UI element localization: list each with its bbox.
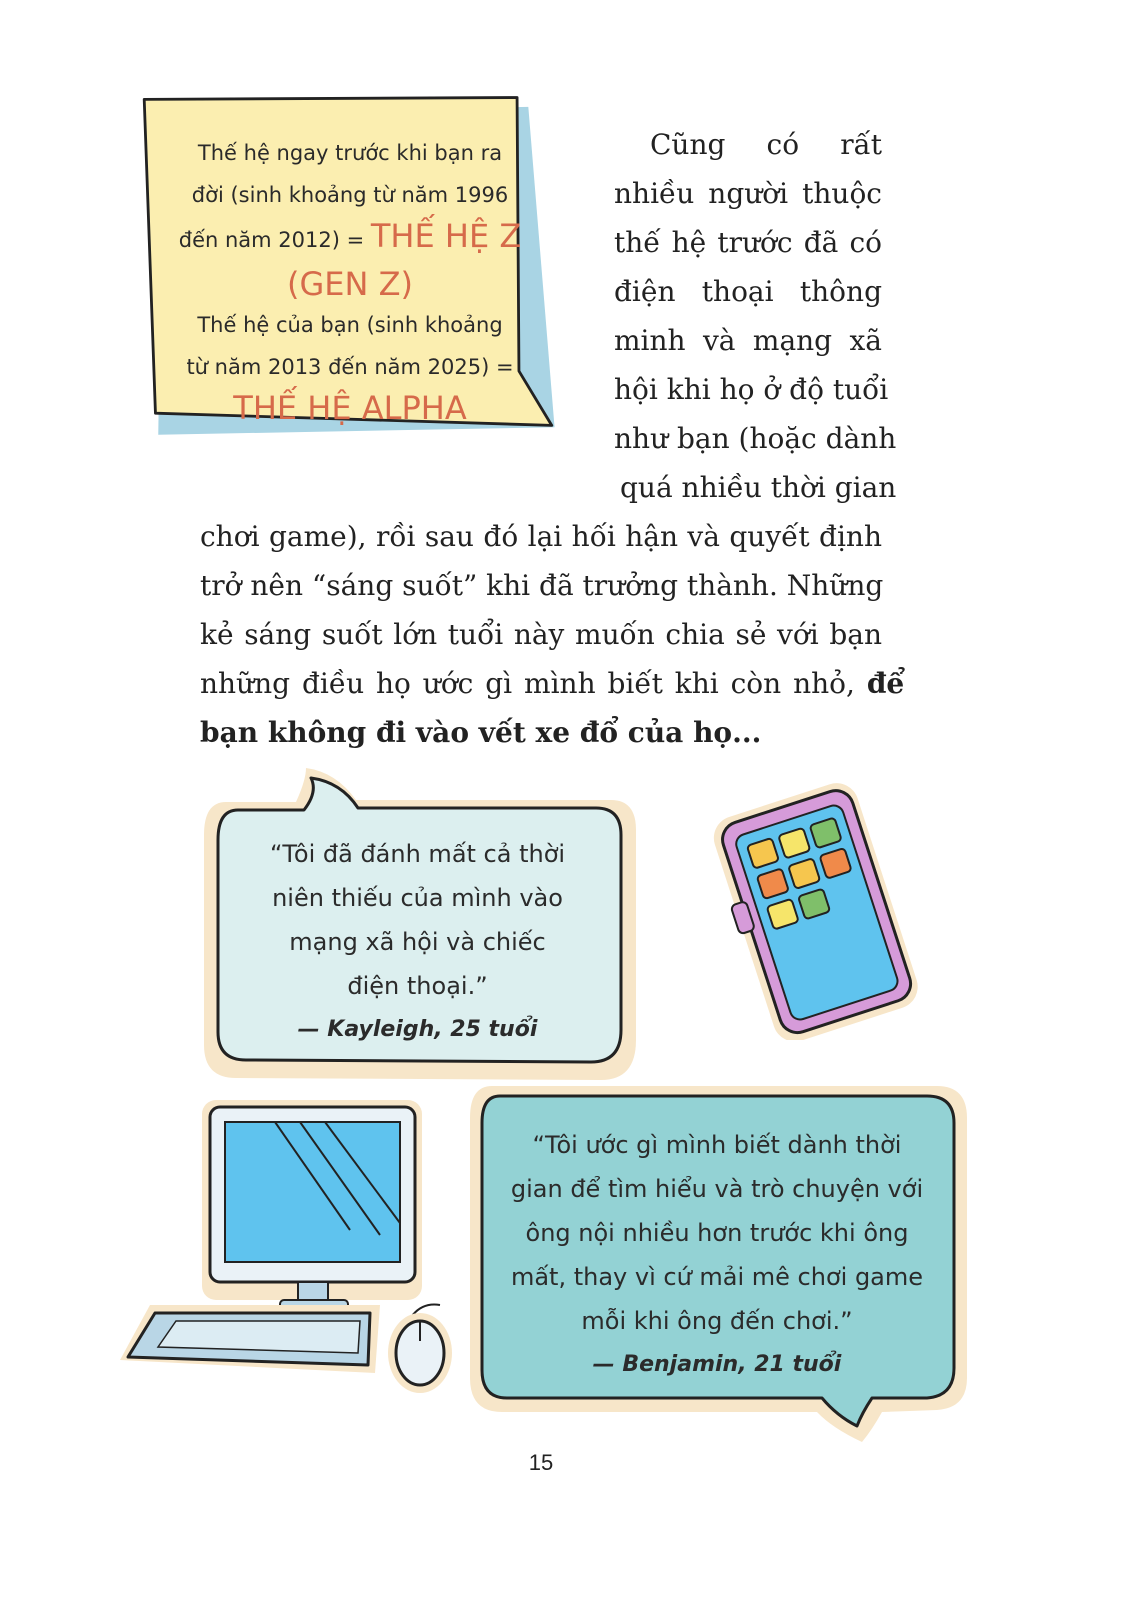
quote-1-line-4: điện thoại.” [347, 972, 488, 1000]
body-line-2: nhiều người thuộc [614, 177, 882, 210]
body-line-6: hội khi họ ở độ tuổi [614, 373, 889, 406]
quote-1 [220, 832, 615, 1052]
body-line-12 [200, 659, 905, 708]
body-line-4: điện thoại thông [614, 275, 882, 308]
quote-2-attribution: — Benjamin, 21 tuổi [592, 1352, 842, 1377]
quote-1-attribution: — Kayleigh, 25 tuổi [297, 1017, 538, 1042]
note-line-1: Thế hệ ngay trước khi bạn ra [197, 141, 503, 165]
body-line-11: kẻ sáng suốt lớn tuổi này muốn chia sẻ với bạn [200, 618, 882, 651]
body-line-12-text: những điều họ ước gì mình biết khi còn nhỏ, [200, 667, 867, 700]
note-line-5: Thế hệ của bạn (sinh khoảng [197, 313, 503, 337]
gen-z-label: THẾ HỆ Z [370, 217, 522, 255]
quote-2-line-2: gian để tìm hiểu và trò chuyện với [510, 1175, 924, 1203]
quote-2-line-3: ông nội nhiều hơn trước khi ông [525, 1219, 909, 1247]
quote-1-line-2: niên thiếu của mình vào [272, 884, 563, 912]
body-line-5: minh và mạng xã [614, 324, 882, 357]
smartphone-icon [700, 780, 930, 1040]
sticky-note-text [160, 132, 540, 428]
note-line-2: đời (sinh khoảng từ năm 1996 [191, 183, 509, 207]
body-line-12-bold: để [866, 667, 905, 700]
body-line-3: thế hệ trước đã có [614, 226, 882, 259]
body-line-10: trở nên “sáng suốt” khi đã trưởng thành. Những [200, 569, 884, 602]
body-line-8: quá nhiều thời gian [620, 471, 897, 504]
body-line-1: Cũng có rất [650, 128, 882, 161]
quote-2-line-5: mỗi khi ông đến chơi.” [581, 1307, 853, 1335]
body-line-7: như bạn (hoặc dành [614, 422, 897, 455]
body-line-9: chơi game), rồi sau đó lại hối hận và quyết định [200, 520, 882, 553]
quote-2-line-4: mất, thay vì cứ mải mê chơi game [510, 1263, 924, 1291]
note-line-3 [160, 216, 540, 264]
quote-1-line-3: mạng xã hội và chiếc [289, 928, 546, 956]
quote-1-line-1: “Tôi đã đánh mất cả thời [269, 840, 566, 868]
gen-z-short: (GEN Z) [286, 265, 413, 303]
note-line-6: từ năm 2013 đến năm 2025) = [186, 355, 514, 379]
gen-alpha-label: THẾ HỆ ALPHA [233, 389, 467, 427]
quote-2 [492, 1123, 942, 1387]
note-line-3-text: đến năm 2012) = [178, 228, 371, 252]
body-line-13: bạn không đi vào vết xe đổ của họ... [200, 716, 762, 749]
desktop-computer-icon [110, 1095, 460, 1400]
page-number: 15 [528, 1450, 554, 1475]
quote-2-line-1: “Tôi ước gì mình biết dành thời [532, 1131, 902, 1159]
